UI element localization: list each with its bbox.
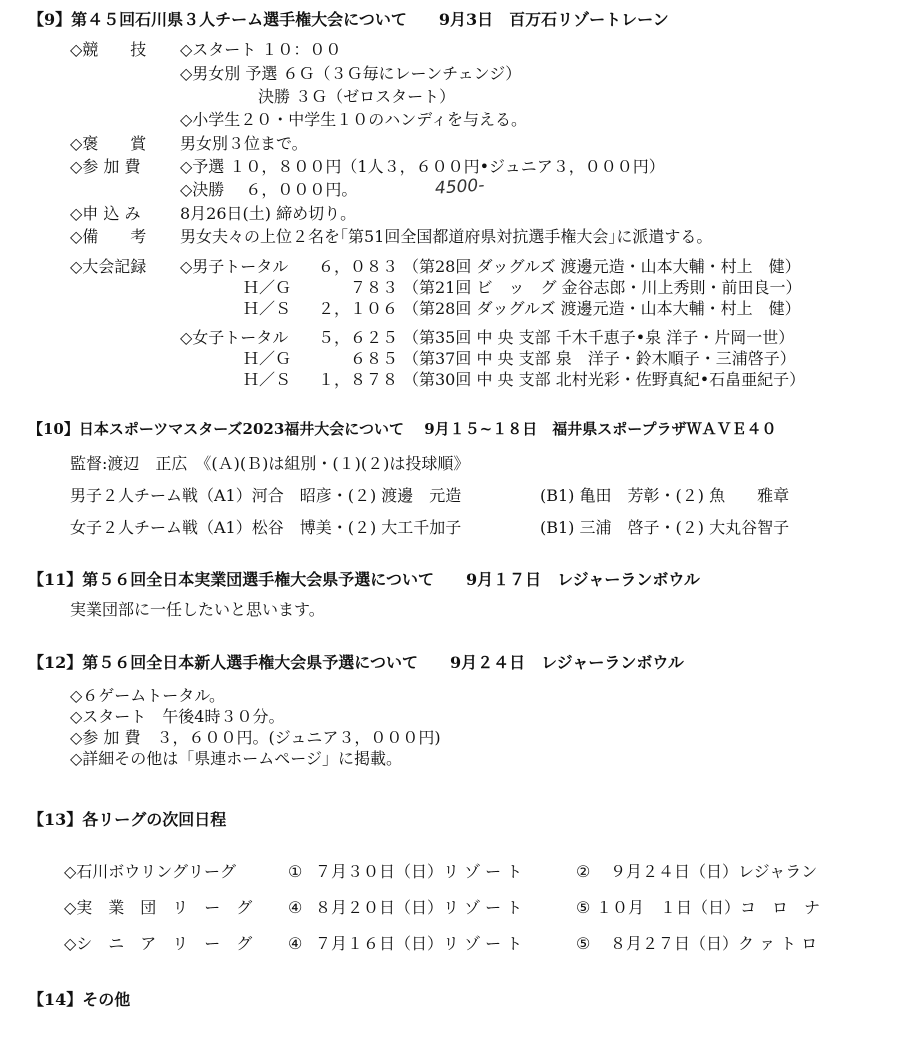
section-14-title: 【14】その他	[28, 990, 131, 1009]
fee-qualifier: ◇予選 １０，８００円（1人３，６００円•ジュニア３，０００円）	[180, 157, 665, 176]
league-row	[0, 862, 900, 884]
record-category: Ｈ／Ｇ	[243, 278, 292, 297]
record-category: ◇女子トータル	[180, 328, 289, 347]
record-score: ６，０８３	[318, 257, 399, 276]
league-round-2: ②	[576, 862, 591, 881]
section-11-body: 実業団部に一任したいと思います。	[70, 600, 325, 619]
women-team-a: 女子２人チーム戦（A1）松谷 博美・(２) 大工千加子	[70, 518, 462, 537]
label-note: ◇備 考	[70, 227, 147, 246]
women-team-b: (B1) 三浦 啓子・(２) 大丸谷智子	[540, 518, 790, 537]
list-item: ◇スタート 午後4時３０分。	[70, 707, 285, 726]
section-12-title: 【12】第５６回全日本新人選手権大会県予選について 9月２４日 レジャーランボウル	[28, 653, 684, 672]
record-score: ６８５	[350, 349, 399, 368]
record-score: ２，１０６	[318, 299, 399, 318]
record-score: ７８３	[350, 278, 399, 297]
league-row	[0, 898, 900, 920]
start-time: ◇スタート １０：００	[180, 40, 342, 59]
note-info: 男女夫々の上位２名を｢第51回全国都道府県対抗選手権大会｣に派遣する。	[180, 227, 713, 246]
handicap-info: ◇小学生２０・中学生１０のハンディを与える。	[180, 110, 528, 129]
league-date-1: ７月１６日（日）リ ゾ ー ト	[315, 934, 523, 953]
section-13-title: 【13】各リーグの次回日程	[28, 810, 227, 829]
coach-info: 監督:渡辺 正広 《(Ａ)(Ｂ)は組別・(１)(２)は投球順》	[70, 454, 470, 473]
league-round-2: ⑤	[576, 934, 591, 953]
record-row	[0, 299, 900, 319]
record-category: Ｈ／Ｓ	[243, 299, 292, 318]
final-info: 決勝 ３Ｇ（ゼロスタート）	[258, 87, 456, 106]
league-row	[0, 934, 900, 956]
label-kyogi: ◇競 技	[70, 40, 147, 59]
league-round-1: ④	[288, 934, 303, 953]
record-row	[0, 278, 900, 298]
record-category: ◇男子トータル	[180, 257, 289, 276]
label-record: ◇大会記録	[70, 257, 147, 276]
league-date-1: ７月３０日（日）リ ゾ ー ト	[315, 862, 523, 881]
record-row	[0, 370, 900, 390]
handwritten-note: 4500-	[434, 175, 486, 199]
league-date-2: １０月 １日（日）コ ロ ナ	[596, 898, 821, 917]
record-category: Ｈ／Ｓ	[243, 370, 292, 389]
record-category: Ｈ／Ｇ	[243, 349, 292, 368]
league-name: ◇実 業 団 リ ー グ	[64, 898, 253, 917]
men-team-b: (B1) 亀田 芳彰・(２) 魚 雅章	[540, 486, 790, 505]
fee-final: ◇決勝 ６，０００円。	[180, 180, 358, 199]
record-desc: （第30回 中 央 支部 北村光彩・佐野真紀•石畠亜紀子）	[403, 370, 806, 389]
league-round-2: ⑤	[576, 898, 591, 917]
label-award: ◇褒 賞	[70, 134, 147, 153]
men-team-a: 男子２人チーム戦（A1）河合 昭彦・(２) 渡邊 元造	[70, 486, 462, 505]
league-date-2: ８月２７日（日）ク ァ ト ロ	[610, 934, 818, 953]
record-desc: （第28回 ダッグルズ 渡邊元造・山本大輔・村上 健）	[403, 257, 801, 276]
apply-deadline: 8月26日(土) 締め切り。	[180, 204, 357, 223]
qualifier-info: ◇男女別 予選 ６Ｇ（３Ｇ毎にレーンチェンジ）	[180, 64, 522, 83]
league-date-2: ９月２４日（日）レジャラン	[610, 862, 818, 881]
label-fee: ◇参 加 費	[70, 157, 141, 176]
record-score: ５，６２５	[318, 328, 399, 347]
record-desc: （第35回 中 央 支部 千木千恵子•泉 洋子・片岡一世）	[403, 328, 795, 347]
award-info: 男女別３位まで。	[180, 134, 308, 153]
label-apply: ◇申 込 み	[70, 204, 141, 223]
record-desc: （第37回 中 央 支部 泉 洋子・鈴木順子・三浦啓子）	[403, 349, 796, 368]
record-desc: （第28回 ダッグルズ 渡邊元造・山本大輔・村上 健）	[403, 299, 801, 318]
section-9-title: 【9】第４５回石川県３人チーム選手権大会について 9月3日 百万石リゾートレーン	[28, 10, 669, 29]
list-item: ◇６ゲームトータル。	[70, 686, 226, 705]
record-desc: （第21回 ビ ッ グ 金谷志郎・川上秀則・前田良一）	[403, 278, 802, 297]
section-11-title: 【11】第５６回全日本実業団選手権大会県予選について 9月１７日 レジャーランボウル	[28, 570, 700, 589]
list-item: ◇詳細その他は「県連ホームページ」に掲載。	[70, 749, 402, 768]
league-round-1: ④	[288, 898, 303, 917]
list-item: ◇参 加 費 ３，６００円。(ジュニア３，０００円)	[70, 728, 441, 747]
record-row	[0, 349, 900, 369]
league-round-1: ①	[288, 862, 303, 881]
league-name: ◇石川ボウリングリーグ	[64, 862, 236, 881]
record-score: １，８７８	[318, 370, 399, 389]
record-row	[0, 257, 900, 277]
league-date-1: ８月２０日（日）リ ゾ ー ト	[315, 898, 523, 917]
league-name: ◇シ ニ ア リ ー グ	[64, 934, 253, 953]
section-10-title: 【10】日本スポーツマスターズ2023福井大会について 9月１５~１８日 福井県スポープラザＷＡＶＥ４０	[28, 420, 777, 438]
record-row	[0, 328, 900, 348]
